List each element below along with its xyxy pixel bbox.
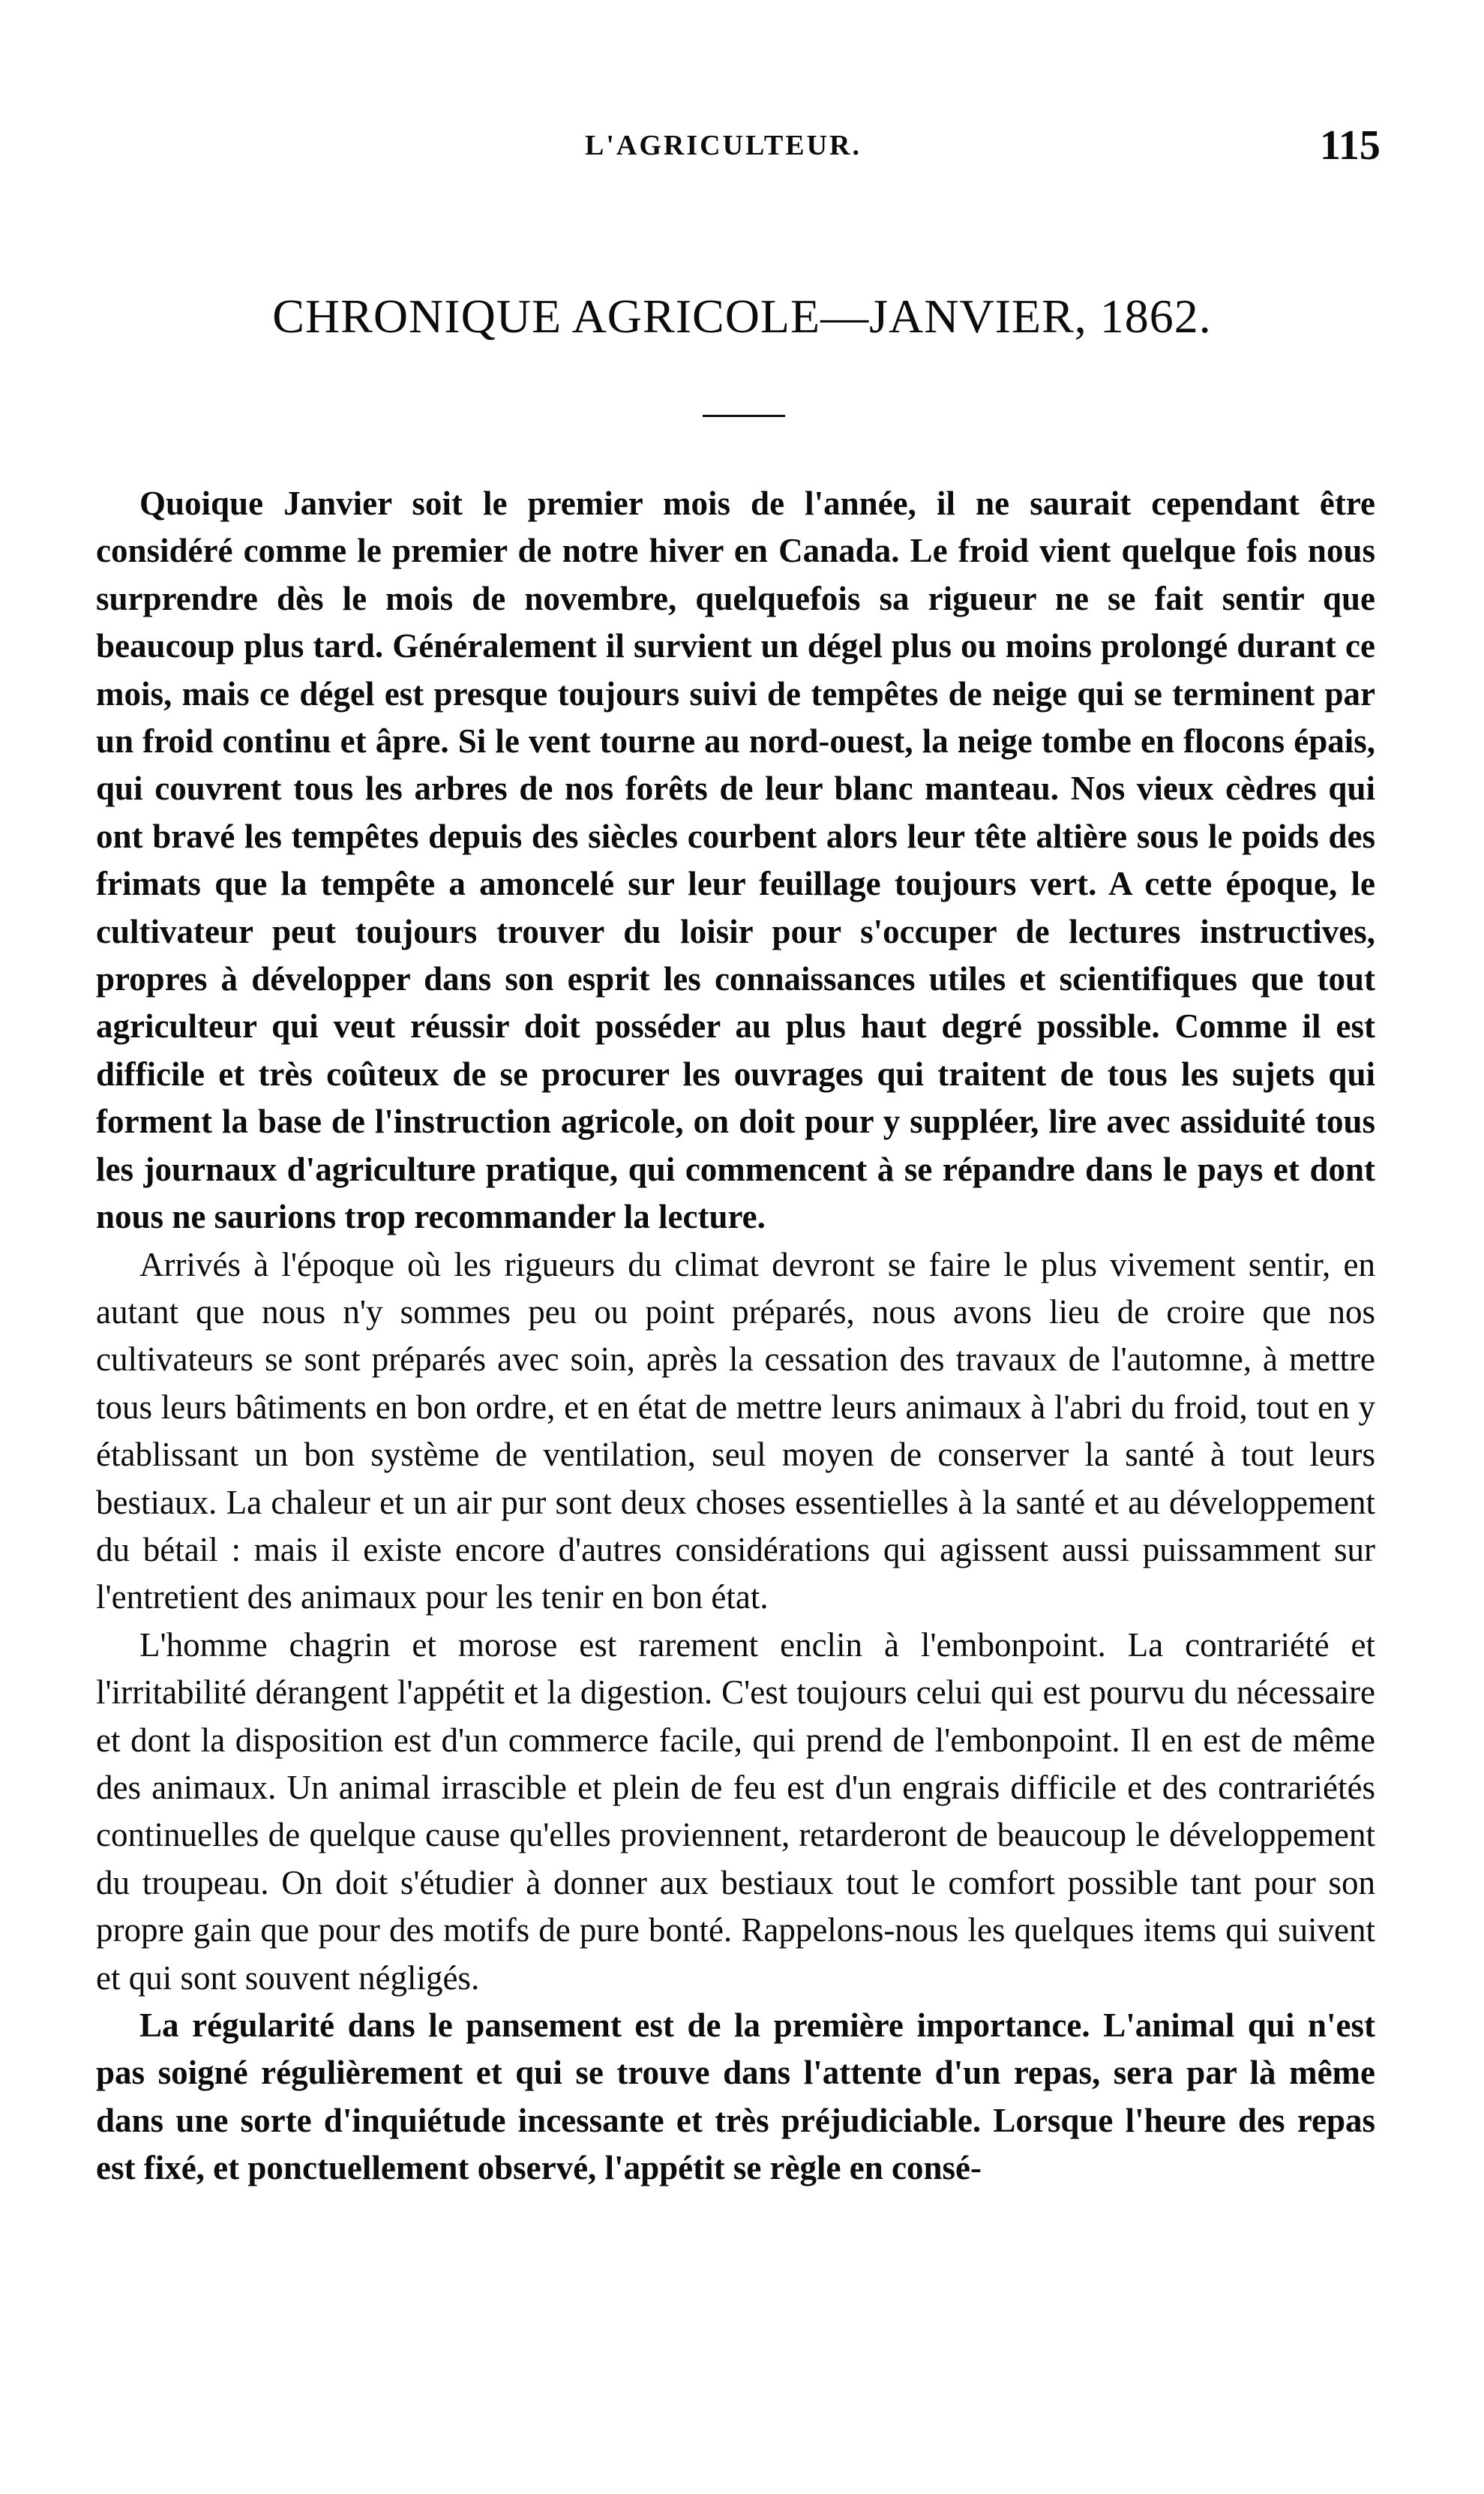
article-title: CHRONIQUE AGRICOLE—JANVIER, 1862. xyxy=(272,290,1212,343)
paragraph-3: L'homme chagrin et morose est rarement enclin à l'embonpoint. La contrariété et l'irritabilité dérangent l'appétit et la digestion. C'est toujours celui qui est pourvu du nécessaire et dont la disposition est d'un commerce facile, qui prend de l'embonpoint. Il en est de même des animaux. Un animal irrascible et plein de feu est d'un engrais difficile et des contrariétés continuelles de quelque cause qu'elles proviennent, retarderont de beaucoup le développement du troupeau. On doit s'étudier à donner aux bestiaux tout le comfort possible tant pour son propre gain que pour des motifs de pure bonté. Rappelons-nous les quelques items qui suivent et qui sont souvent négligés. xyxy=(96,1625,1375,1997)
running-title: L'AGRICULTEUR. xyxy=(585,130,862,161)
paragraph-1: Quoique Janvier soit le premier mois de l'année, il ne saurait cependant être considéré comme le premier de notre hiver en Canada. Le froid vient quelque fois nous surprendre dès le mois de novembre, quelquefois sa rigueur ne se fait sentir que beaucoup plus tard. Généralement il survient un dégel plus ou moins prolongé durant ce mois, mais ce dégel est presque toujours suivi de tempêtes de neige qui se terminent par un froid continu et âpre. Si le vent tourne au nord-ouest, la neige tombe en flocons épais, qui couvrent tous les arbres de nos forêts de leur blanc manteau. Nos vieux cèdres qui ont bravé les tempêtes depuis des siècles courbent alors leur tête altière sous le poids des frimats que la tempête a amoncelé sur leur feuillage toujours vert. A cette époque, le cultivateur peut toujours trouver du loisir pour s'occuper de lectures instructives, propres à développer dans son esprit les connaissances utiles et scientifiques que tout agriculteur qui veut réussir doit posséder au plus haut degré possible. Comme il est difficile et très coûteux de se procurer les ouvrages qui traitent de tous les sujets qui forment la base de l'instruction agricole, on doit pour y suppléer, lire avec assiduité tous les journaux d'agriculture pratique, qui commencent à se répandre dans le pays et dont nous ne saurions trop recommander la lecture. xyxy=(96,485,1375,1236)
paragraph-4: La régularité dans le pansement est de la première importance. L'animal qui n'est pas soigné régulièrement et qui se trouve dans l'attente d'un repas, sera par là même dans une sorte d'inquiétude incessante et très préjudiciable. Lorsque l'heure des repas est fixé, et ponctuellement observé, l'appétit se règle en consé- xyxy=(96,2006,1375,2187)
page-number: 115 xyxy=(1320,122,1381,169)
title-divider xyxy=(703,415,785,417)
paragraph-2: Arrivés à l'époque où les rigueurs du climat devront se faire le plus vivement sentir, en autant que nous n'y sommes peu ou point préparés, nous avons lieu de croire que nos cultivateurs se sont préparés avec soin, après la cessation des travaux de l'automne, à mettre tous leurs bâtiments en bon ordre, et en état de mettre leurs animaux à l'abri du froid, tout en y établissant un bon système de ventilation, seul moyen de conserver la santé à tout leurs bestiaux. La chaleur et un air pur sont deux choses essentielles à la santé et au développement du bétail : mais il existe encore d'autres considérations qui agissent aussi puissamment sur l'entretient des animaux pour les tenir en bon état. xyxy=(96,1245,1375,1616)
running-head xyxy=(0,122,1484,174)
article-body xyxy=(96,480,1375,2192)
